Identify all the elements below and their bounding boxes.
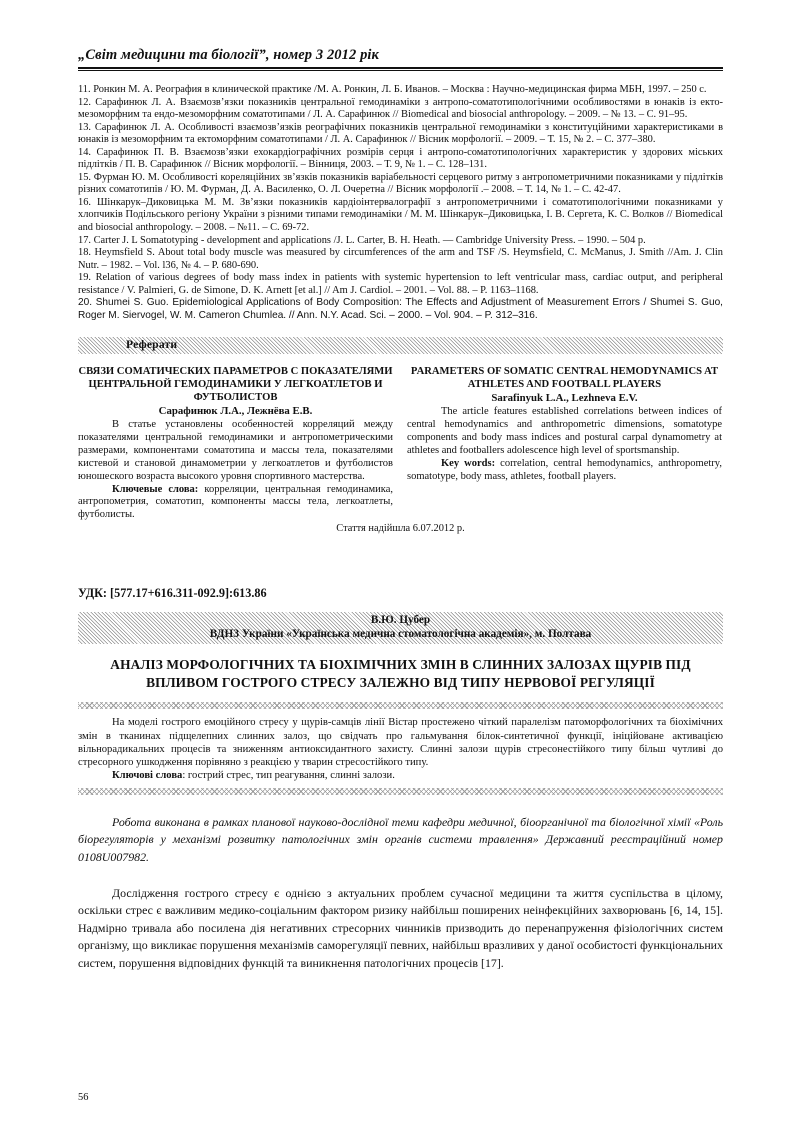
funding-note: Робота виконана в рамках планової науково-дослідної теми кафедри медичної, біоорганічної та біологічної хімії «Роль біорегуляторів у механізмі розвитку патологічних змін органів системи травлення» Державний реєстраційний номер 0108U007982. bbox=[78, 814, 723, 864]
abstract-keywords-ru bbox=[78, 484, 393, 523]
abstract-russian bbox=[78, 366, 393, 522]
running-head: „Світ медицини та біології”, номер 3 2012 рік bbox=[78, 47, 379, 63]
article-author-name: В.Ю. Цубер bbox=[370, 614, 431, 627]
article-keywords-label: Ключові слова bbox=[112, 770, 183, 782]
abstracts-section-label: Реферати bbox=[126, 338, 178, 352]
zigzag-divider-top bbox=[78, 702, 723, 709]
abstract-columns bbox=[78, 366, 723, 522]
reference-item: 12. Сарафинюк Л. А. Взаємозв’язки показників центральної гемодинаміки з антропо-соматотипологічними особливостями в юнаків із екто-мезоморфним та ендо-мезоморфним соматотипами / Л. А. Сарафинюк // Biomedical and biosocial anthropology. – 2009. – № 13. – С. 91–95. bbox=[78, 96, 723, 121]
abstract-title-ru: СВЯЗИ СОМАТИЧЕСКИХ ПАРАМЕТРОВ С ПОКАЗАТЕЛЯМИ ЦЕНТРАЛЬНОЙ ГЕМОДИНАМИКИ У ЛЕГКОАТЛЕТОВ И ФУТБОЛИСТОВ bbox=[78, 366, 393, 403]
abstracts-section-banner bbox=[78, 337, 723, 354]
abstract-body-en: The article features established correlations between indices of central hemodynamics and anthropometric dimensions, somatotype components and body mass indices and postural carpal dynamometry at athletes and footballers adolescence high level of sportsmanship. bbox=[407, 406, 722, 456]
running-head-rule-thin bbox=[78, 70, 723, 71]
abstract-english bbox=[407, 366, 722, 522]
article-author-banner bbox=[78, 612, 723, 644]
reference-list bbox=[78, 84, 723, 322]
keywords-text-ru: корреляции, центральная гемодинамика, антропометрия, соматотип, компоненты массы тела, легкоатлеты, футболисты. bbox=[78, 483, 393, 521]
keywords-label-en: Key words: bbox=[441, 457, 496, 469]
reference-item: 19. Relation of various degrees of body mass index in patients with systemic hypertension to left ventricular mass, cardiac output, and peripheral resistance / V. Palmieri, G. de Simone, D. K. Arnett [et al.] // Am J. Cardiol. – 2001. – Vol. 88. – P. 1163–1168. bbox=[78, 272, 723, 296]
reference-item: 18. Heymsfield S. About total body muscle was measured by circumferences of the arm and TSF /S. Heymsfield, C. McManus, J. Smith //Am. J. Clin Nutr. – 1982. – Vol. l36, № 4. – P. 680-690. bbox=[78, 247, 723, 271]
reference-item: 14. Сарафинюк П. В. Взаємозв’язки ехокардіографічних розмірів серця і антропо-соматотипологічних характеристик у здорових міських підлітків / П. В. Сарафинюк // Вісник морфології. – Вінниця, 2003. – Т. 9, № 1. – С. 128–131. bbox=[78, 146, 723, 171]
reference-item: 15. Фурман Ю. М. Особливості кореляційних зв’язків показників варіабельності серцевого ритму з антропометричними показниками у підлітків різних соматотипів / Ю. М. Фурман, Д. А. Василенко, О. Л. Очеретна // Вісник морфології .– 2008. – Т. 14, № 1. – С. 42-47. bbox=[78, 171, 723, 196]
reference-item: 13. Сарафинюк Л. А. Особливості взаємозв’язків реографічних показників центральної гемодинаміки з конституційними характеристиками в юнаків із мезоморфним та ектоморфним соматотипами / Л. А. Сарафинюк // Вісник морфології. – 2009. – Т. 15, № 2. – С. 377–380. bbox=[78, 121, 723, 146]
article-keywords-text: : гострий стрес, тип реагування, слинні залози. bbox=[182, 770, 395, 782]
reference-item: 20. Shumei S. Guo. Epidemiological Applications of Body Composition: The Effects and Adjustment of Measurement Errors / Shumei S. Guo, Roger M. Siervogel, W. M. Cameron Chumlea. // Ann. N.Y. Acad. Sci. – 2000. – Vol. 904. – P. 312–316. bbox=[78, 297, 723, 321]
article-title: АНАЛІЗ МОРФОЛОГІЧНИХ ТА БІОХІМІЧНИХ ЗМІН В СЛИННИХ ЗАЛОЗАХ ЩУРІВ ПІД ВПЛИВОМ ГОСТРОГО СТРЕСУ ЗАЛЕЖНО ВІД ТИПУ НЕРВОВОЇ РЕГУЛЯЦІЇ bbox=[110, 657, 691, 690]
article-affiliation: ВДНЗ України «Українська медична стоматологічна академія», м. Полтава bbox=[209, 627, 592, 640]
reference-item: 16. Шінкарук–Диковицька М. М. Зв’язки показників кардіоінтервалографії з антропометричними і соматотипологічними показниками у хлопчиків Подільського регіону України з різними типами гемодинаміки / М. М. Шінкарук–Диковицька, І. В. Сергета, К. С. Волков // Biomedical and biosocial anthropology. – 2008. – №11. – С. 69-72. bbox=[78, 196, 723, 234]
received-date-note: Стаття надійшла 6.07.2012 р. bbox=[336, 523, 465, 535]
page-number: 56 bbox=[78, 1092, 89, 1103]
abstract-authors-en: Sarafinyuk L.A., Lezhneva E.V. bbox=[491, 391, 638, 404]
zigzag-divider-bottom bbox=[78, 788, 723, 795]
udc-code: УДК: [577.17+616.311-092.9]:613.86 bbox=[78, 586, 267, 601]
article-keywords bbox=[78, 769, 723, 782]
page-content bbox=[78, 0, 723, 972]
reference-item: 11. Ронкин М. А. Реография в клинической практике /М. А. Ронкин, Л. Б. Иванов. – Москва : Научно-медицинская фирма МБН, 1997. – 250 с. bbox=[78, 84, 707, 95]
abstract-body-ru: В статье установлены особенностей корреляций между показателями центральной гемодинамики и антропометрическими размерами, компонентами соматотипа и массы тела, показателями кистевой и становой динамометрии у легкоатлетов и футболистов юношеского возраста высокого уровня спортивного мастерства. bbox=[78, 418, 393, 482]
article-intro-paragraph: Дослідження гострого стресу є однією з актуальних проблем сучасної медицини та життя суспільства в цілому, оскільки стрес є важливим медико-соціальним фактором ризику найбільш поширених неінфекційних захворювань [6, 14, 15]. Надмірно тривала або посилена дія негативних стресорних чинників призводить до перенапруження фізіологічних систем організму, що викликає порушення механізмів саморегуляції певних, найбільш вразливих у даної особистості функціональних систем, порушення відповідних функцій та виникнення патологічних процесів [17]. bbox=[78, 885, 723, 970]
running-head-rule bbox=[78, 67, 723, 69]
abstract-keywords-en bbox=[407, 458, 722, 484]
abstract-authors-ru: Сарафинюк Л.А., Лежнёва Е.В. bbox=[158, 404, 313, 417]
keywords-text-en: correlation, central hemodynamics, anthropometry, somatotype, body mass, athletes, football players. bbox=[407, 457, 722, 482]
keywords-label-ru: Ключевые слова: bbox=[112, 483, 199, 495]
reference-item: 17. Carter J. L Somatotyping - development and applications /J. L. Carter, B. H. Heath. — Cambridge University Press. – 1990. – 504 p. bbox=[78, 234, 646, 246]
abstract-title-en: PARAMETERS OF SOMATIC CENTRAL HEMODYNAMICS AT ATHLETES AND FOOTBALL PLAYERS bbox=[410, 366, 719, 391]
article-summary: На моделі гострого емоційного стресу у щурів-самців лінії Вістар простежено чіткий паралелізм патоморфологічних та біохімічних змін в тканинах підщелепних слинних залоз, що свідчать про гальмування білок-синтетичної функції, ініційоване активацією вільнорадикальних процесів та зниженням антиоксидантного захисту. Слинні залози щурів стресонестійкого типу більш чутливі до стресорного ушкодження порівняно з реакцією у тварин стресостійкого типу. bbox=[78, 717, 723, 769]
